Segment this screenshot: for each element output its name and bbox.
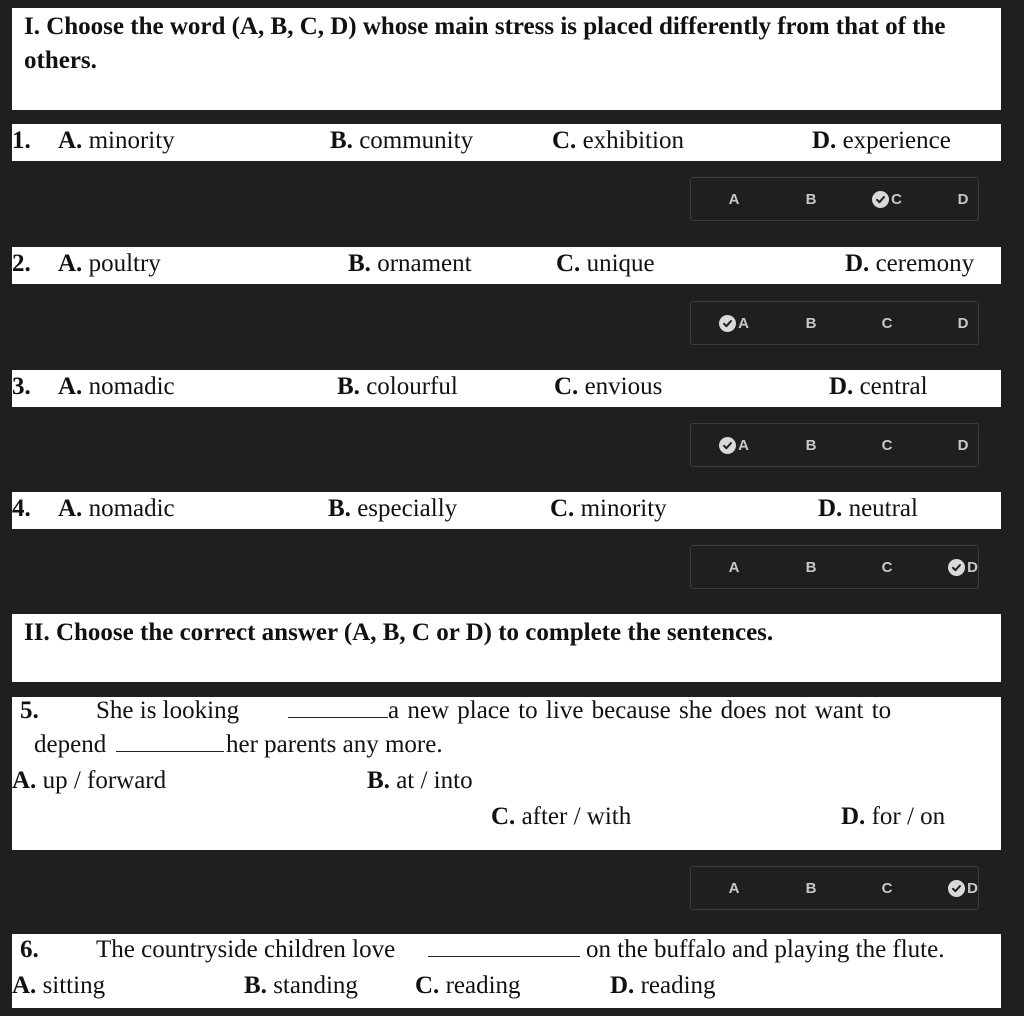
section-2-heading bbox=[12, 614, 1001, 682]
question-1-row bbox=[12, 124, 1001, 161]
answer-option-a[interactable] bbox=[704, 178, 764, 220]
question-4-option-a: A. nomadic bbox=[58, 495, 175, 522]
answer-option-c[interactable] bbox=[857, 178, 917, 220]
question-3-option-c: C. envious bbox=[554, 373, 663, 400]
question-2-option-b: B. ornament bbox=[348, 250, 472, 277]
answer-option-label: A bbox=[728, 190, 740, 208]
answer-option-label: D bbox=[967, 879, 978, 897]
question-5-number: 5. bbox=[20, 697, 39, 724]
section-1-heading-text: I. Choose the word (A, B, C, D) whose main stress is placed differently from that of the others. bbox=[24, 13, 946, 74]
answer-option-d[interactable] bbox=[933, 302, 993, 344]
question-5-option-c: C. after / with bbox=[491, 803, 632, 830]
check-icon bbox=[948, 559, 965, 576]
answer-option-a[interactable] bbox=[704, 546, 764, 588]
question-4-row bbox=[12, 492, 1001, 529]
question-5-blank-1 bbox=[288, 697, 388, 725]
answer-option-c[interactable] bbox=[857, 867, 917, 909]
check-icon bbox=[872, 191, 889, 208]
question-6-text-part2: on the buffalo and playing the flute. bbox=[586, 936, 945, 963]
question-5-text-part4: her parents any more. bbox=[226, 731, 443, 758]
answer-option-label: B bbox=[805, 314, 817, 332]
question-6-blank bbox=[428, 936, 580, 964]
answer-option-d[interactable] bbox=[933, 178, 993, 220]
answer-option-label: D bbox=[957, 314, 969, 332]
question-6-option-c: C. reading bbox=[415, 972, 521, 999]
check-icon bbox=[719, 437, 736, 454]
answer-option-label: B bbox=[805, 879, 817, 897]
question-1-option-d: D. experience bbox=[812, 127, 951, 154]
answer-option-b[interactable] bbox=[781, 302, 841, 344]
answer-option-c[interactable] bbox=[857, 546, 917, 588]
answer-option-label: A bbox=[728, 879, 740, 897]
answer-bar-q1 bbox=[690, 177, 979, 221]
answer-option-label: D bbox=[957, 190, 969, 208]
question-4-option-b: B. especially bbox=[328, 495, 458, 522]
answer-bar-q5 bbox=[690, 866, 979, 910]
answer-option-b[interactable] bbox=[781, 546, 841, 588]
section-1-heading bbox=[12, 8, 1001, 110]
question-3-number: 3. bbox=[12, 373, 31, 400]
answer-option-label: C bbox=[881, 879, 893, 897]
question-3-row bbox=[12, 370, 1001, 407]
question-6-option-a: A. sitting bbox=[12, 972, 106, 999]
question-5-block bbox=[12, 697, 1001, 850]
question-1-option-b: B. community bbox=[330, 127, 474, 154]
section-2-heading-text: II. Choose the correct answer (A, B, C or D) to complete the sentences. bbox=[24, 619, 774, 646]
answer-option-b[interactable] bbox=[781, 867, 841, 909]
answer-option-d[interactable] bbox=[933, 867, 993, 909]
question-4-option-c: C. minority bbox=[550, 495, 667, 522]
question-6-option-d: D. reading bbox=[610, 972, 716, 999]
answer-option-a[interactable] bbox=[704, 867, 764, 909]
question-1-number: 1. bbox=[12, 127, 31, 154]
answer-option-label: C bbox=[881, 314, 893, 332]
question-2-row bbox=[12, 247, 1001, 284]
answer-option-label: A bbox=[728, 558, 740, 576]
question-5-blank-2 bbox=[116, 731, 224, 759]
question-3-option-a: A. nomadic bbox=[58, 373, 175, 400]
answer-option-label: B bbox=[805, 190, 817, 208]
question-5-text-part1: She is looking bbox=[96, 697, 240, 724]
question-2-number: 2. bbox=[12, 250, 31, 277]
question-5-option-b: B. at / into bbox=[367, 767, 473, 794]
answer-bar-q2 bbox=[690, 301, 979, 345]
question-3-option-d: D. central bbox=[829, 373, 928, 400]
question-5-option-d: D. for / on bbox=[841, 803, 946, 830]
question-2-option-c: C. unique bbox=[556, 250, 655, 277]
answer-option-label: C bbox=[891, 190, 902, 208]
answer-option-label: A bbox=[738, 314, 749, 332]
answer-option-a[interactable] bbox=[704, 302, 764, 344]
answer-option-label: C bbox=[881, 558, 893, 576]
question-6-block bbox=[12, 934, 1001, 1008]
question-3-option-b: B. colourful bbox=[337, 373, 458, 400]
answer-option-label: B bbox=[805, 436, 817, 454]
answer-option-d[interactable] bbox=[933, 546, 993, 588]
answer-option-label: D bbox=[957, 436, 969, 454]
answer-option-label: B bbox=[805, 558, 817, 576]
answer-bar-q3 bbox=[690, 423, 979, 467]
answer-option-label: C bbox=[881, 436, 893, 454]
question-2-option-a: A. poultry bbox=[58, 250, 161, 277]
question-4-option-d: D. neutral bbox=[818, 495, 918, 522]
answer-option-label: D bbox=[967, 558, 978, 576]
answer-option-c[interactable] bbox=[857, 302, 917, 344]
question-5-text-part3: depend bbox=[34, 731, 107, 758]
answer-option-d[interactable] bbox=[933, 424, 993, 466]
check-icon bbox=[948, 880, 965, 897]
question-5-text-part2: a new place to live because she does not want to bbox=[388, 697, 892, 724]
question-6-option-b: B. standing bbox=[244, 972, 358, 999]
question-6-text-part1: The countryside children love bbox=[96, 936, 396, 963]
answer-option-b[interactable] bbox=[781, 178, 841, 220]
answer-option-b[interactable] bbox=[781, 424, 841, 466]
question-6-number: 6. bbox=[20, 936, 39, 963]
question-2-option-d: D. ceremony bbox=[845, 250, 975, 277]
check-icon bbox=[719, 315, 736, 332]
answer-option-label: A bbox=[738, 436, 749, 454]
question-1-option-c: C. exhibition bbox=[552, 127, 684, 154]
question-4-number: 4. bbox=[12, 495, 31, 522]
answer-option-a[interactable] bbox=[704, 424, 764, 466]
question-1-option-a: A. minority bbox=[58, 127, 175, 154]
answer-bar-q4 bbox=[690, 545, 979, 589]
answer-option-c[interactable] bbox=[857, 424, 917, 466]
question-5-option-a: A. up / forward bbox=[12, 767, 167, 794]
